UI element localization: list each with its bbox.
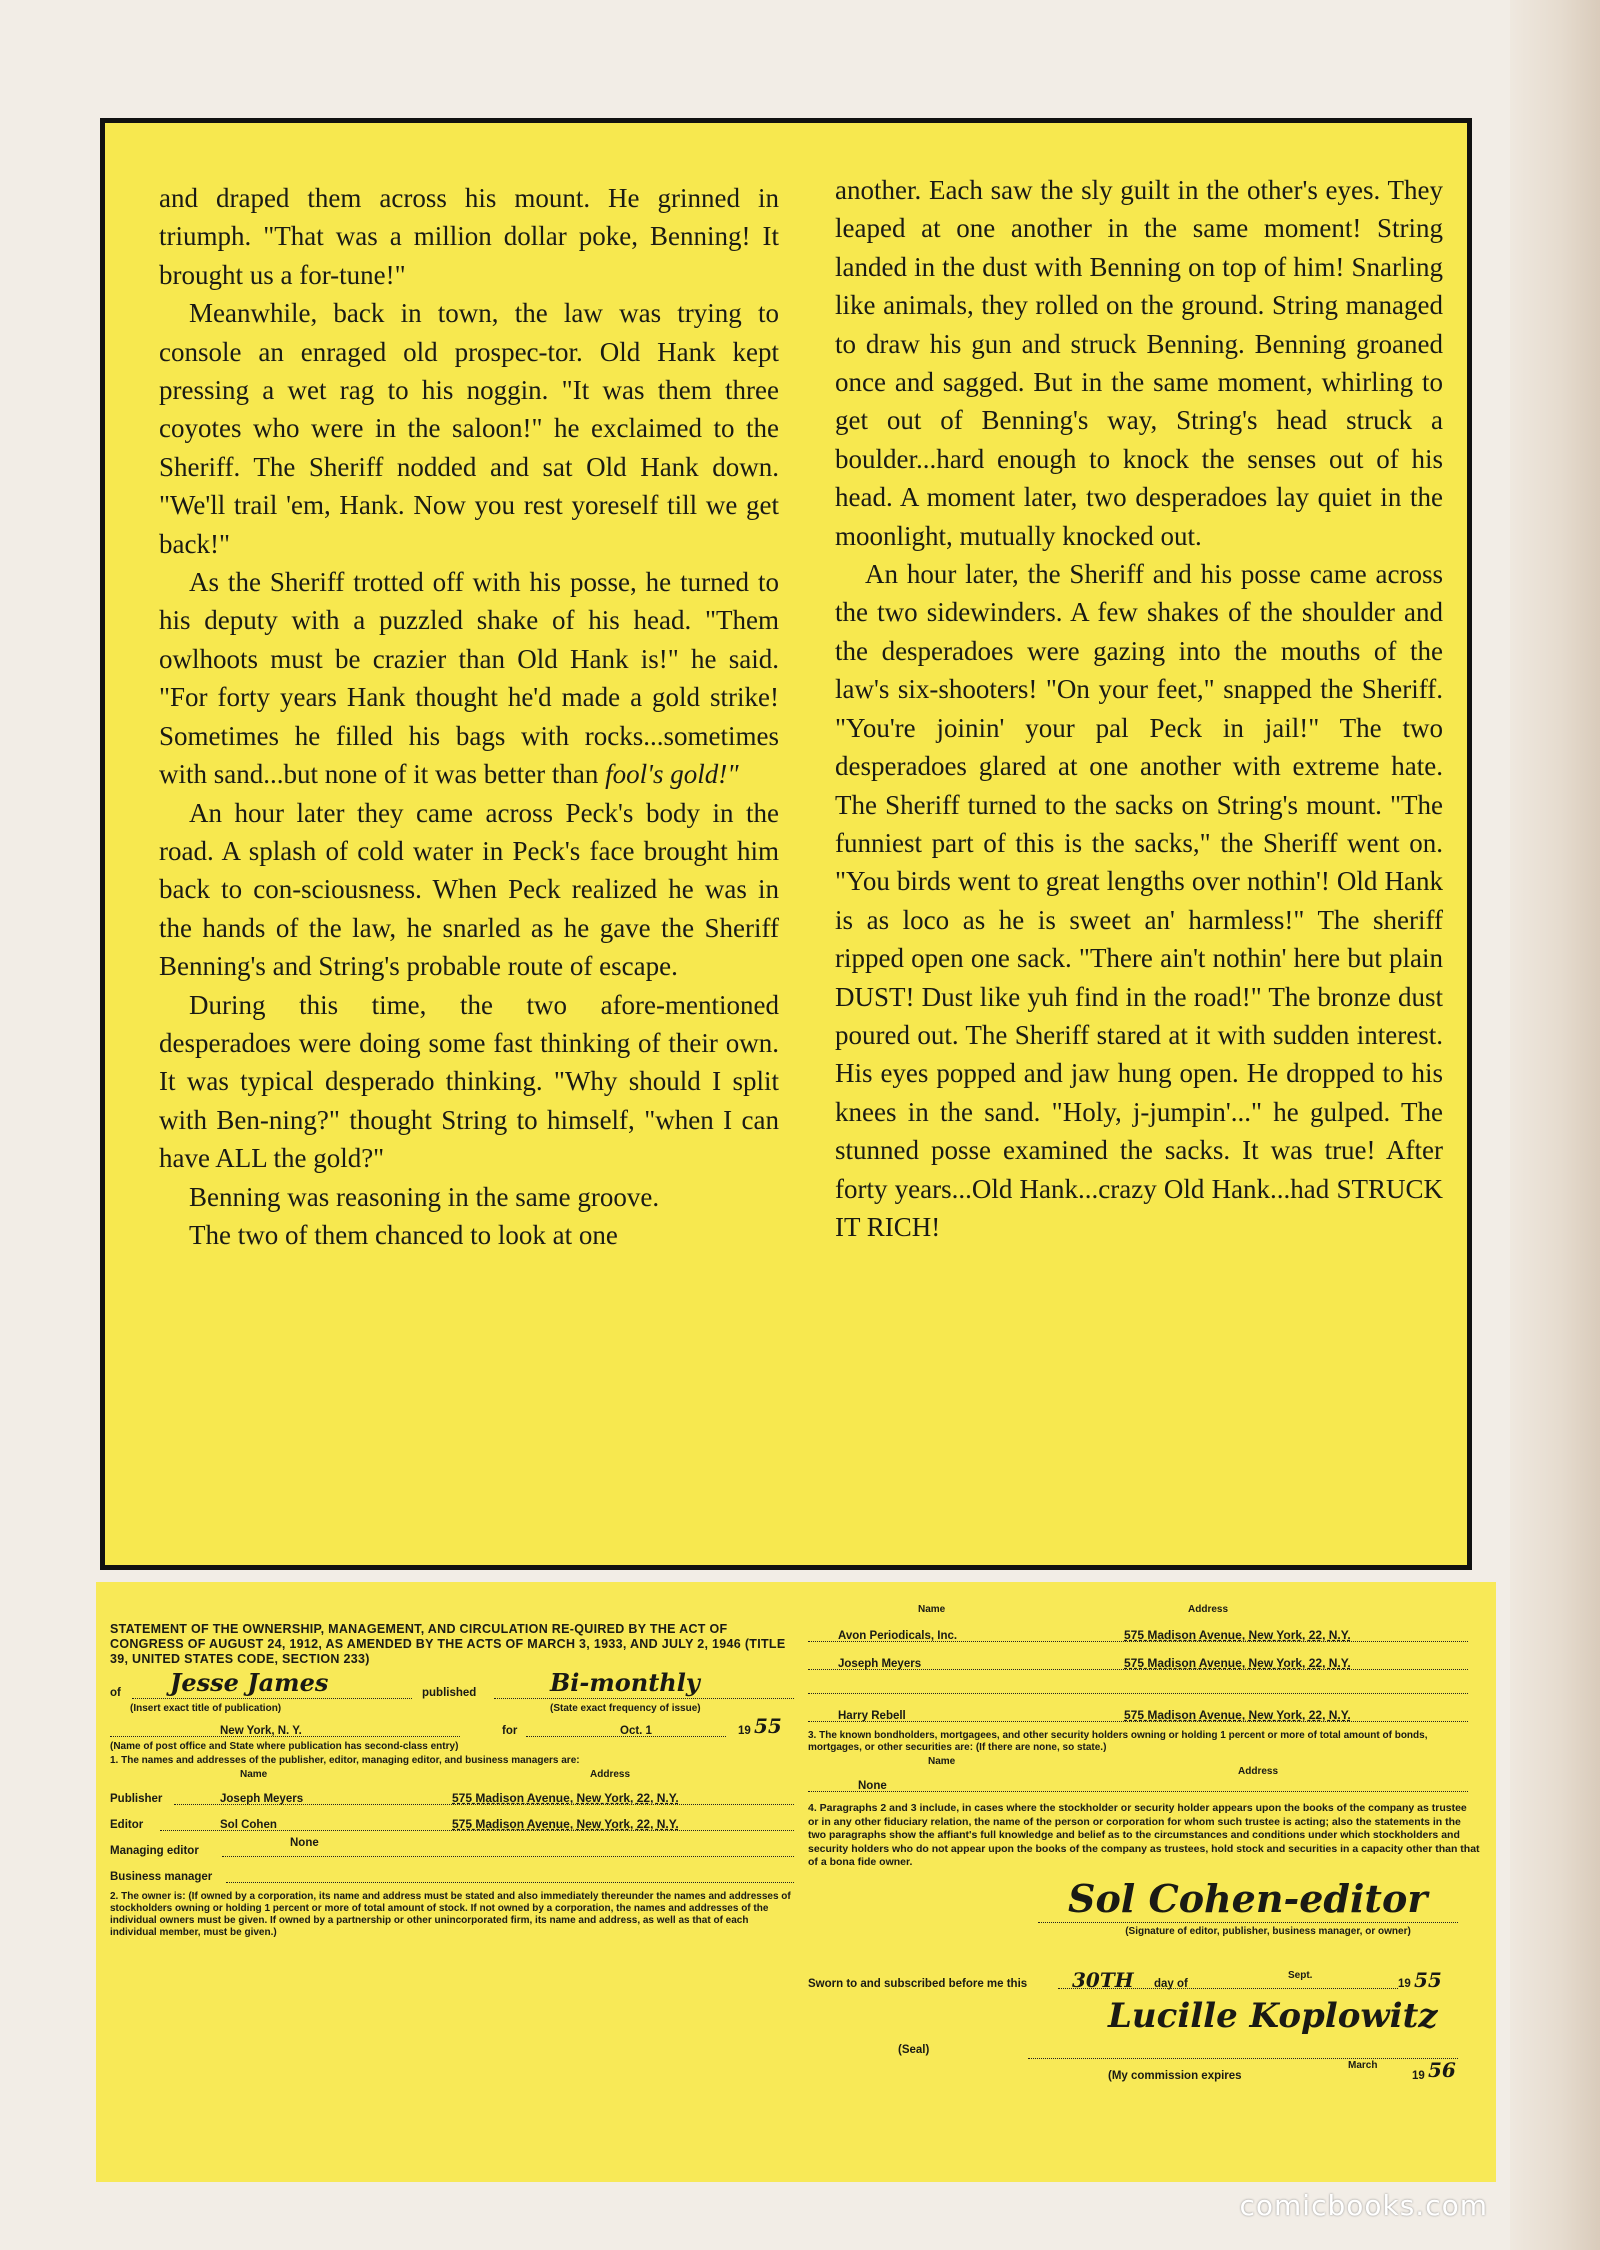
signature-caption: (Signature of editor, publisher, business manager, or owner) (1125, 1925, 1411, 1937)
owner-row (808, 1698, 1480, 1726)
sworn-month: Sept. (1288, 1969, 1313, 1981)
blank-fill-line (808, 1673, 1468, 1694)
frequency-caption: (State exact frequency of issue) (550, 1703, 701, 1714)
managing-editor-name: None (290, 1837, 319, 1849)
year-prefix: 19 (738, 1725, 751, 1737)
of-label: of (110, 1687, 121, 1699)
bond-none: None (858, 1780, 887, 1792)
story-paragraph: An hour later they came across Peck's body in the road. A splash of cold water in Peck's face brought him back to con-sciousness. When Peck realized he was in the hands of the law, he snarled as he gave the Sheriff Benning's and String's probable route of escape. (159, 797, 779, 982)
paper-edge (1510, 0, 1600, 2250)
item-1-text: 1. The names and addresses of the publisher, editor, managing editor, and business managers are: (110, 1755, 580, 1766)
owner-address: 575 Madison Avenue, New York, 22, N.Y. (1124, 1656, 1351, 1670)
business-manager-row (110, 1861, 796, 1887)
ownership-statement (96, 1582, 1496, 2182)
title-caption: (Insert exact title of publication) (130, 1703, 282, 1714)
owners-address-header: Address (1188, 1604, 1229, 1615)
editor-address: 575 Madison Avenue, New York, 22, N.Y. (452, 1817, 679, 1831)
story-paragraph: another. Each saw the sly guilt in the other's eyes. They leaped at one another in the same moment! String landed in the dust with Benning on top of him! Snarling like animals, they rolled on the ground. String managed to draw his gun and struck Benning. Benning groaned once and sagged. But in the same moment, whirling to get out of Benning's way, String's head struck a boulder...hard enough to knock the senses out of his head. A moment later, two desperadoes lay quiet in the moonlight, mutually knocked out. (835, 175, 1443, 551)
owner-address: 575 Madison Avenue, New York, 22, N.Y. (1124, 1708, 1351, 1722)
owner-row (808, 1618, 1480, 1646)
owners-name-header: Name (918, 1604, 946, 1615)
bond-header-row (808, 1754, 1480, 1777)
published-label: published (422, 1687, 477, 1699)
bond-fill-line (808, 1771, 1468, 1792)
name-header: Name (240, 1769, 268, 1780)
item-2-text: 2. The owner is: (If owned by a corporation, its name and address must be stated and also immediately thereunder the names and addresses of stockholders owning or holding 1 percent or more of total amount of stock. If not owned by a corporation, the names and addresses of the individual owners must be given. If owned by a partnership or other unincorporated firm, its name and address, as well as that of each individual member, must be given.) (110, 1891, 791, 1938)
story-column-left (159, 179, 779, 1254)
frequency-value: Bi-monthly (550, 1668, 700, 1697)
signature-line (1038, 1920, 1458, 1923)
story-paragraph: Benning was reasoning in the same groove. (189, 1181, 660, 1212)
site-watermark: comicbooks.com (1239, 2189, 1488, 2222)
publisher-row (110, 1783, 796, 1809)
editor-label: Editor (110, 1819, 144, 1831)
commission-month: March (1348, 2059, 1378, 2071)
story-text-box (100, 118, 1472, 1570)
place-row (110, 1714, 796, 1741)
sworn-fill-line (1058, 1970, 1398, 1989)
owner-name: Avon Periodicals, Inc. (838, 1630, 958, 1642)
owners-header-row (808, 1602, 1480, 1618)
commission-text: (My commission expires (1108, 2069, 1242, 2082)
managing-editor-row (110, 1835, 796, 1861)
story-paragraph: The two of them chanced to look at one (189, 1219, 618, 1250)
story-paragraph: An hour later, the Sheriff and his posse came across the two sidewinders. A few shakes of the shoulder and the desperadoes were gazing into the mouths of the law's six-shooters! "On your feet," snapped the Sheriff. "You're joinin' your pal Peck in jail!" The two desperadoes glared at one another with extreme hate. The Sheriff turned to the sacks on String's mount. "The funniest part of this is the sacks," the Sheriff went on. "You birds went to great lengths over nothin'! Old Hank is as loco as he is sweet an' harmless!" The sheriff ripped open one sack. "There ain't nothin' here but plain DUST! Dust like yuh find in the road!" The bronze dust poured out. The Sheriff stared at it with sudden interest. His eyes popped and jaw hung open. He dropped to his knees in the sand. "Holy, j-jumpin'..." he gulped. The stunned posse examined the sacks. It was true! After forty years...Old Hank...crazy Old Hank...had STRUCK IT RICH! (835, 559, 1443, 1242)
owner-name: Harry Rebell (838, 1710, 906, 1722)
seal-label: (Seal) (898, 2043, 930, 2056)
publisher-label: Publisher (110, 1793, 163, 1805)
item-3-text: 3. The known bondholders, mortgagees, and other security holders owning or holding 1 percent or more of total amount of bonds, mortgages, or other securities are: (If there are none, so state.) (808, 1730, 1428, 1753)
publication-title-value: Jesse James (170, 1668, 329, 1697)
editor-row (110, 1809, 796, 1835)
signature-block (808, 1870, 1480, 2040)
business-fill-line (226, 1862, 794, 1883)
managing-editor-label: Managing editor (110, 1845, 199, 1857)
item-4-text: 4. Paragraphs 2 and 3 include, in cases where the stockholder or security holder appears upon the books of the company as trustee or in any other fiduciary relation, the name of the person or corporation for whom such trustee is acting; also the statements in the two paragraphs show the affiant's full knowledge and belief as to the circumstances and conditions under which stockholders and security holders who do not appear upon the books of the company as trustees, hold stock and securities in a capacity other than that of a bona fide owner. (808, 1802, 1480, 1868)
address-header: Address (590, 1769, 631, 1780)
bond-none-row (808, 1770, 1480, 1796)
notary-line (1028, 2040, 1458, 2059)
story-paragraph: and draped them across his mount. He grinned in triumph. "That was a million dollar poke, Benning! It brought us a for-tune!" (159, 183, 779, 290)
statement-right-column (808, 1602, 1480, 2090)
header-row (110, 1767, 796, 1783)
bond-name-header: Name (928, 1756, 956, 1767)
seal-and-commission (808, 2040, 1480, 2090)
notary-signature: Lucille Koplowitz (1108, 1995, 1438, 2036)
sworn-text: Sworn to and subscribed before me this (808, 1977, 1028, 1990)
bond-address-header: Address (1238, 1766, 1279, 1777)
title-row (110, 1667, 796, 1703)
commission-year-prefix: 19 (1412, 2069, 1425, 2082)
year-value: 55 (754, 1714, 782, 1738)
sworn-year: 55 (1414, 1967, 1442, 1992)
place-value: New York, N. Y. (220, 1725, 302, 1737)
sworn-day: 30TH (1072, 1967, 1134, 1992)
issue-date-value: Oct. 1 (620, 1725, 652, 1737)
for-label: for (502, 1725, 518, 1737)
publisher-name: Joseph Meyers (220, 1793, 304, 1805)
blank-row (808, 1674, 1480, 1698)
owner-address: 575 Madison Avenue, New York, 22, N.Y. (1124, 1628, 1351, 1642)
story-paragraph: Meanwhile, back in town, the law was trying to console an enraged old prospec-tor. Old Hank kept pressing a wet rag to his noggin. "It was them three coyotes who were in the saloon!" he exclaimed to the Sheriff. The Sheriff nodded and sat Old Hank down. "We'll trail 'em, Hank. Now you rest yoreself till we get back!" (159, 298, 779, 559)
owner-name: Joseph Meyers (838, 1658, 922, 1670)
editor-name: Sol Cohen (220, 1819, 277, 1831)
sworn-year-prefix: 19 (1398, 1977, 1411, 1990)
fools-gold-italic: fool's gold!" (605, 759, 739, 790)
day-of-label: day of (1154, 1977, 1188, 1990)
story-paragraph (159, 563, 779, 793)
story-paragraph-text: As the Sheriff trotted off with his posse, he turned to his deputy with a puzzled shake of his head. "Them owlhoots must be crazier than Old Hank is!" he said. "For forty years Hank thought he'd made a gold strike! Sometimes he filled his bags with rocks...sometimes with sand...but none of it was better than (159, 567, 779, 790)
editor-signature: Sol Cohen-editor (1068, 1875, 1428, 1921)
business-manager-label: Business manager (110, 1871, 213, 1883)
publisher-address: 575 Madison Avenue, New York, 22, N.Y. (452, 1791, 679, 1805)
place-caption: (Name of post office and State where publication has second-class entry) (110, 1741, 459, 1752)
commission-year: 56 (1428, 2057, 1456, 2082)
statement-title: STATEMENT OF THE OWNERSHIP, MANAGEMENT, AND CIRCULATION RE-QUIRED BY THE ACT OF CONGRESS OF AUGUST 24, 1912, AS AMENDED BY THE ACTS OF MARCH 3, 1933, AND JULY 2, 1946 (TITLE 39, UNITED STATES CODE, SECTION 233) (110, 1622, 786, 1666)
owner-row (808, 1646, 1480, 1674)
statement-left-column (110, 1622, 796, 1939)
story-column-right (835, 171, 1443, 1246)
story-paragraph: During this time, the two afore-mentioned desperadoes were doing some fast thinking of their own. It was typical desperado thinking. "Why should I split with Ben-ning?" thought String to himself, "when I can have ALL the gold?" (159, 989, 779, 1174)
